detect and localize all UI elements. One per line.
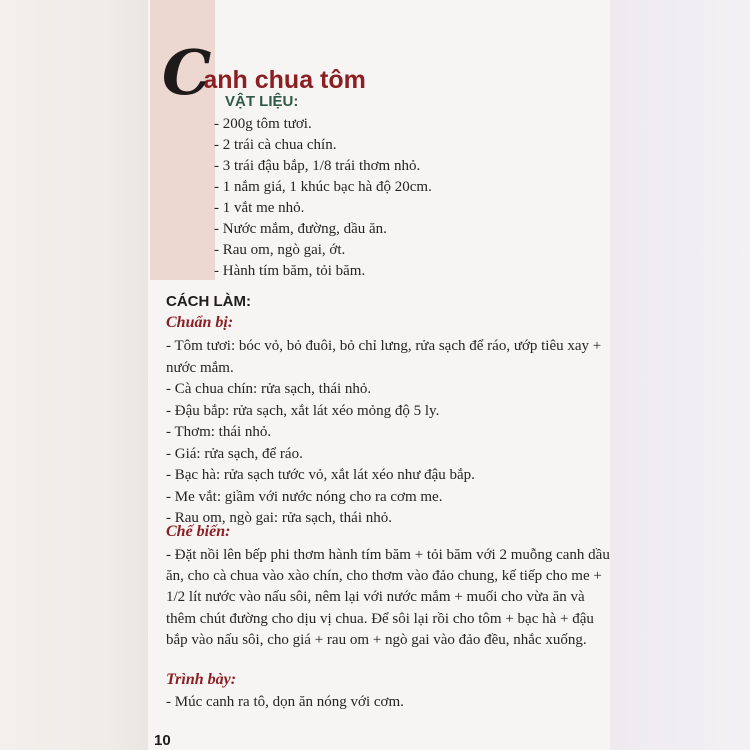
prep-item: - Cà chua chín: rửa sạch, thái nhỏ. (166, 381, 372, 397)
ingredient-item: - 1 vắt me nhỏ. (214, 200, 305, 216)
ingredient-item: - 3 trái đậu bắp, 1/8 trái thơm nhỏ. (214, 158, 421, 174)
ingredient-item: - 1 nắm giá, 1 khúc bạc hà độ 20cm. (214, 179, 432, 195)
ingredients-heading: VẬT LIỆU: (225, 93, 299, 110)
serve-heading: Trình bày: (166, 671, 237, 688)
page-number: 10 (154, 732, 171, 749)
title-initial: C (162, 36, 210, 109)
prep-item: - Me vắt: giầm với nước nóng cho ra cơm me. (166, 488, 443, 505)
prep-item: - Giá: rửa sạch, để ráo. (166, 445, 303, 462)
ingredient-item: - 2 trái cà chua chín. (214, 137, 337, 153)
ingredient-item: - Nước mắm, đường, dầu ăn. (214, 221, 387, 237)
prep-item: - Thơm: thái nhỏ. (166, 424, 272, 440)
prep-item: - Rau om, ngò gai: rửa sạch, thái nhỏ. (166, 510, 392, 526)
ingredient-item: - 200g tôm tươi. (214, 116, 312, 132)
prep-item: - Tôm tươi: bóc vỏ, bỏ đuôi, bỏ chỉ lưng, rửa sạch để ráo, ướp tiêu xay + nước mắm. (166, 338, 602, 376)
left-margin-shadow (0, 0, 150, 750)
prep-item: - Bạc hà: rửa sạch tước vỏ, xắt lát xéo như đậu bắp. (166, 467, 475, 483)
method-heading: CÁCH LÀM: (166, 293, 251, 310)
cook-instructions: - Đặt nồi lên bếp phi thơm hành tím băm + tỏi băm với 2 muỗng canh dầu ăn, cho cà chua vào xào chín, cho thơm vào đảo chung, kế tiếp cho me + 1/2 lít nước vào nấu sôi, nêm lại với nước mắm + muối cho vừa ăn và thêm chút đường cho dịu vị chua. Để sôi lại rồi cho tôm + bạc hà + đậu bắp vào nấu sôi, cho giá + rau om + ngò gai vào đảo đều, nhắc xuống. (166, 547, 610, 648)
ingredients-list (214, 114, 432, 282)
prep-item: - Đậu bắp: rửa sạch, xắt lát xéo mỏng độ 5 ly. (166, 402, 440, 419)
prep-heading: Chuẩn bị: (166, 314, 234, 331)
right-margin-shadow (610, 0, 750, 750)
ingredient-item: - Hành tím băm, tỏi băm. (214, 263, 366, 279)
serve-instructions: - Múc canh ra tô, dọn ăn nóng với cơm. (166, 694, 404, 710)
prep-list (166, 336, 611, 530)
ingredient-item: - Rau om, ngò gai, ớt. (214, 242, 346, 258)
title-text: anh chua tôm (203, 66, 366, 94)
cook-heading: Chế biến: (166, 523, 231, 540)
